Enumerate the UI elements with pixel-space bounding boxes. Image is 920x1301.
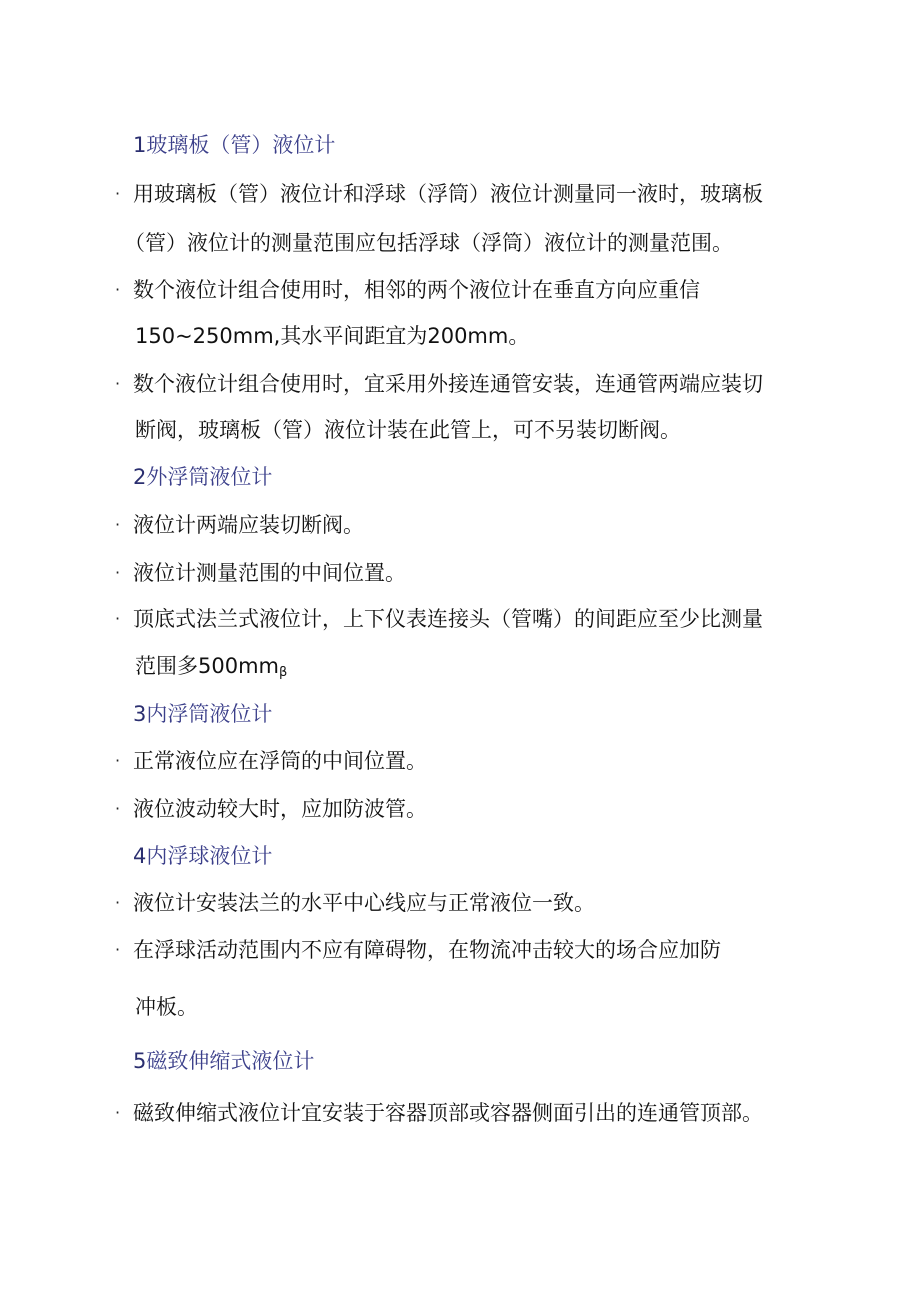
section-4-heading bbox=[133, 842, 272, 870]
section-number: 4 bbox=[133, 844, 147, 868]
list-item-line: 150~250mm,其水平间距宜为200mm。 bbox=[135, 324, 530, 348]
list-item-line bbox=[135, 652, 287, 687]
section-title: 外浮筒液位计 bbox=[146, 465, 273, 489]
list-item-line: 用玻璃板（管）液位计和浮球（浮筒）液位计测量同一液时，玻璃板 bbox=[133, 182, 763, 206]
section-number: 2 bbox=[133, 465, 147, 489]
list-item-line: 液位波动较大时，应加防波管。 bbox=[133, 797, 427, 821]
section-title: 内浮球液位计 bbox=[146, 844, 273, 868]
bullet-icon: · bbox=[115, 751, 121, 770]
bullet-icon: · bbox=[115, 940, 121, 959]
bullet-icon: · bbox=[115, 563, 121, 582]
list-item-line: 断阀，玻璃板（管）液位计装在此管上，可不另装切断阀。 bbox=[135, 418, 681, 442]
list-item-line: 液位计安装法兰的水平中心线应与正常液位一致。 bbox=[133, 891, 595, 915]
section-title: 玻璃板（管）液位计 bbox=[146, 133, 336, 157]
list-item-line: 数个液位计组合使用时，宜采用外接连通管安装，连通管两端应装切 bbox=[133, 372, 763, 396]
list-item-line: 顶底式法兰式液位计，上下仪表连接头（管嘴）的间距应至少比测量 bbox=[133, 607, 763, 631]
list-item-line: 正常液位应在浮筒的中间位置。 bbox=[133, 749, 427, 773]
bullet-icon: · bbox=[115, 515, 121, 534]
section-3-heading bbox=[133, 700, 272, 728]
section-number: 5 bbox=[133, 1049, 147, 1073]
section-5-heading bbox=[133, 1047, 314, 1075]
list-item-line: 液位计测量范围的中间位置。 bbox=[133, 561, 406, 585]
bullet-icon: · bbox=[115, 1103, 121, 1122]
list-item-line: 在浮球活动范围内不应有障碍物，在物流冲击较大的场合应加防 bbox=[133, 938, 721, 962]
list-item-suffix: β bbox=[279, 665, 288, 680]
list-item-line: 冲板。 bbox=[135, 995, 198, 1019]
list-item-text: 范围多500mm bbox=[135, 654, 279, 678]
section-title: 磁致伸缩式液位计 bbox=[146, 1049, 315, 1073]
section-number: 1 bbox=[133, 133, 147, 157]
bullet-icon: · bbox=[115, 893, 121, 912]
bullet-icon: · bbox=[115, 799, 121, 818]
bullet-icon: · bbox=[115, 184, 121, 203]
section-1-heading bbox=[133, 131, 335, 159]
section-title: 内浮筒液位计 bbox=[146, 702, 273, 726]
bullet-icon: · bbox=[115, 374, 121, 393]
list-item-line: 数个液位计组合使用时，相邻的两个液位计在垂直方向应重信 bbox=[133, 278, 700, 302]
list-item-line: 液位计两端应装切断阀。 bbox=[133, 513, 364, 537]
list-item-line: （管）液位计的测量范围应包括浮球（浮筒）液位计的测量范围。 bbox=[124, 231, 733, 255]
bullet-icon: · bbox=[115, 609, 121, 628]
section-number: 3 bbox=[133, 702, 147, 726]
bullet-icon: · bbox=[115, 280, 121, 299]
section-2-heading bbox=[133, 463, 272, 491]
list-item-line: 磁致伸缩式液位计宜安装于容器顶部或容器侧面引出的连通管顶部。 bbox=[133, 1101, 763, 1125]
